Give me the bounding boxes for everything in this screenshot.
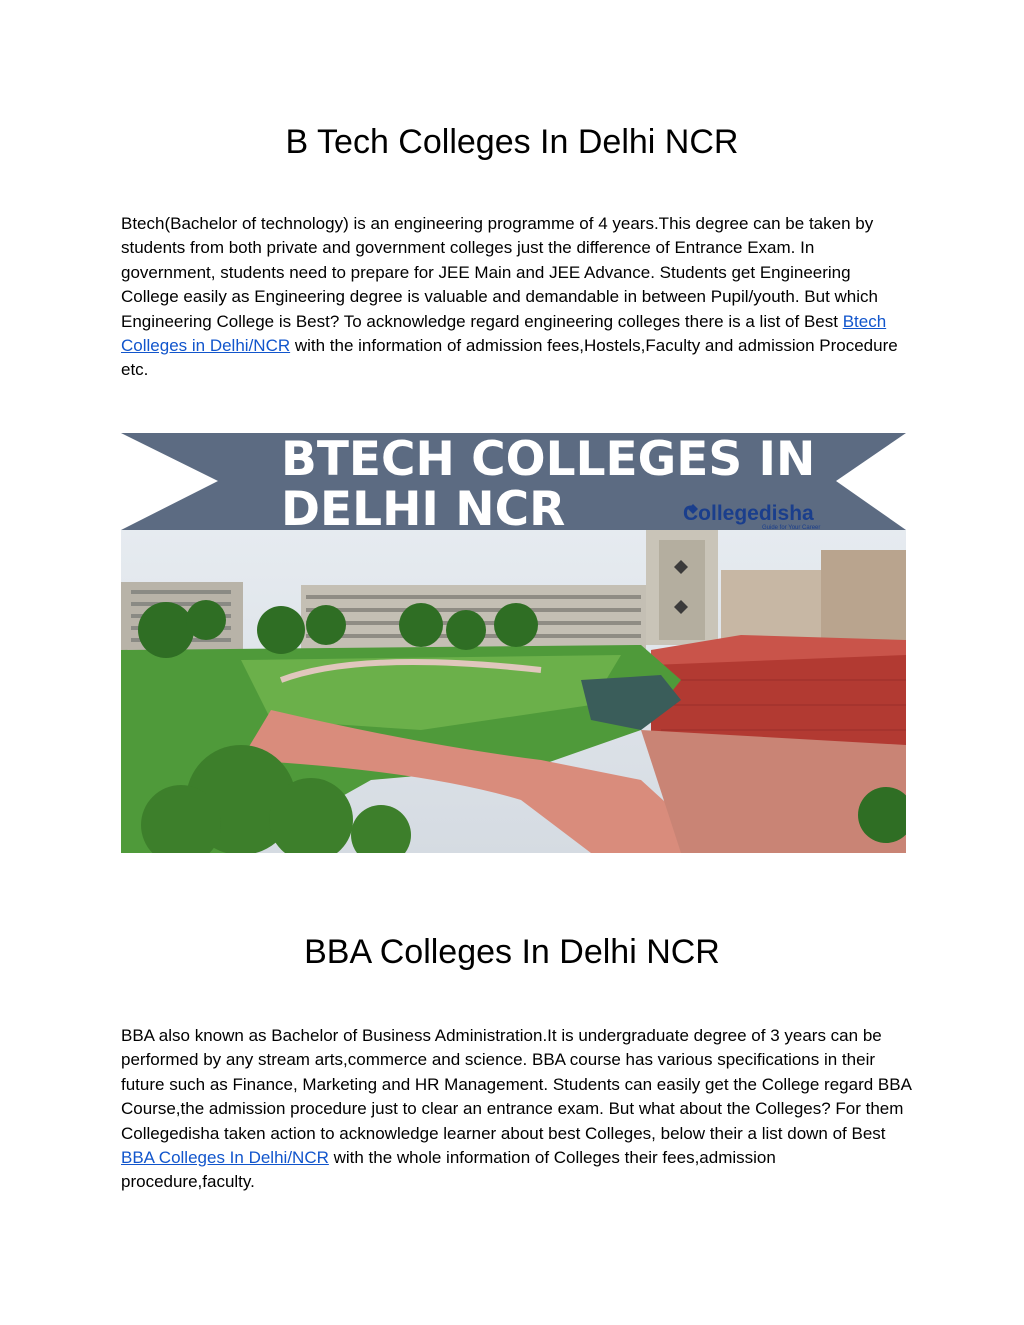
bba-colleges-link[interactable]: BBA Colleges In Delhi/NCR	[121, 1148, 329, 1168]
btech-paragraph	[121, 212, 911, 383]
banner-title-line2: DELHI NCR	[281, 482, 566, 530]
btech-colleges-link[interactable]: Btech Colleges in Delhi/NCR	[121, 311, 887, 356]
section-heading-btech: B Tech Colleges In Delhi NCR	[285, 123, 739, 161]
banner-title-line1: BTECH COLLEGES IN	[281, 433, 816, 487]
section-heading-bba: BBA Colleges In Delhi NCR	[304, 933, 720, 971]
logo-text: Collegedisha	[683, 502, 814, 525]
bba-paragraph-text: BBA also known as Bachelor of Business Administration.It is undergraduate degree of 3 years can be performed by any stream arts,commerce and science. BBA course has various specifications in their future such as Finance, Marketing and HR Management. Students can easily get the College regard BBA Course,the admission procedure just to clear an entrance exam. But what about the Colleges? For them Collegedisha taken action to acknowledge learner about best Colleges, below their a list down of Best	[121, 1026, 912, 1143]
logo-tagline: Guide for Your Career	[762, 525, 821, 530]
bba-paragraph	[121, 1024, 911, 1195]
btech-paragraph-text-end: with the information of admission fees,Hostels,Faculty and admission Procedure etc.	[121, 336, 898, 380]
btech-colleges-image	[121, 433, 906, 853]
btech-paragraph-text: Btech(Bachelor of technology) is an engineering programme of 4 years.This degree can be taken by students from both private and government colleges just the difference of Entrance Exam. In government, students need to prepare for JEE Main and JEE Advance. Students get Engineering College easily as Engineering degree is valuable and demandable in between Pupil/youth. But which Engineering College is Best? To acknowledge regard engineering colleges there is a list of Best	[121, 214, 878, 331]
banner-graphic	[121, 433, 906, 530]
bba-paragraph-text-end: with the whole information of Colleges their fees,admission procedure,faculty.	[121, 1148, 776, 1192]
campus-photo	[121, 530, 906, 853]
